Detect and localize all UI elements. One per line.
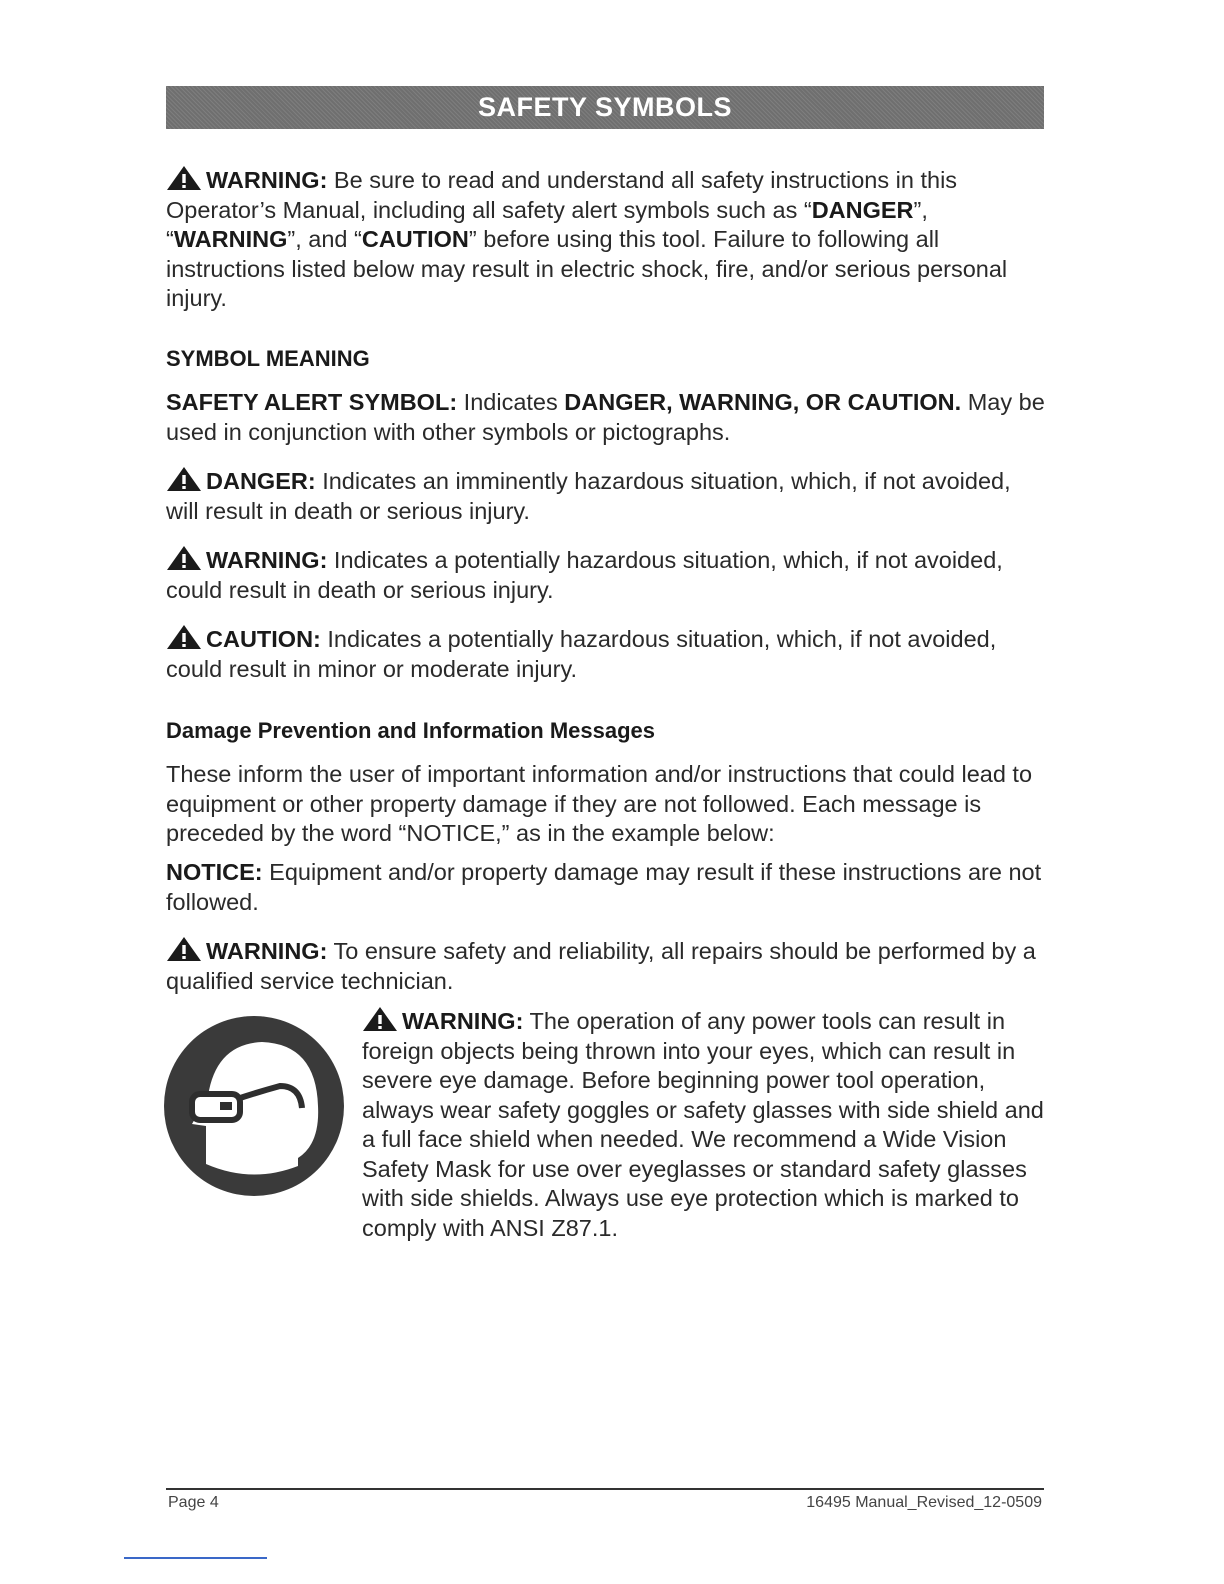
safety-alert-symbol-definition: SAFETY ALERT SYMBOL: Indicates DANGER, WARNING, OR CAUTION. May be used in conjunction with other symbols or pictographs.: [166, 389, 1045, 445]
danger-definition: DANGER: Indicates an imminently hazardous situation, which, if not avoided, will result in death or serious injury.: [166, 468, 1011, 524]
caution-definition: CAUTION: Indicates a potentially hazardous situation, which, if not avoided, could result in minor or moderate injury.: [166, 626, 997, 682]
scan-artifact-line: [124, 1557, 267, 1559]
page-title: SAFETY SYMBOLS: [477, 92, 733, 122]
damage-prevention-body: These inform the user of important information and/or instructions that could lead to equipment or other property damage if they are not followed. Each message is preceded by the word “NOTICE,” as in the example below:: [166, 761, 1033, 846]
alert-triangle-icon: [166, 545, 202, 571]
symbol-meaning-heading: SYMBOL MEANING: [166, 346, 370, 371]
section-banner: [166, 86, 1044, 129]
damage-prevention-heading: Damage Prevention and Information Messages: [166, 718, 656, 743]
eye-protection-warning: WARNING: The operation of any power tools can result in foreign objects being thrown into your eyes, which can result in severe eye damage. Before beginning power tool operation, always wear safety goggles or safety glasses with side shield and a full face shield when needed. We recommend a Wide Vision Safety Mask for use over eyeglasses or standard safety glasses with side shields. Always use eye protection which is marked to comply with ANSI Z87.1.: [362, 1008, 1044, 1241]
document-id: 16495 Manual_Revised_12-0509: [806, 1494, 1042, 1511]
alert-triangle-icon: [362, 1006, 398, 1032]
intro-warning: WARNING: Be sure to read and understand all safety instructions in this Operator’s Manual, including all safety alert symbols such as “DANGER”, “WARNING”, and “CAUTION” before using this tool. Failure to following all instructions listed below may result in electric shock, fire, and/or serious personal injury.: [166, 167, 1008, 311]
alert-triangle-icon: [166, 466, 202, 492]
alert-triangle-icon: [166, 165, 202, 191]
warning-definition: WARNING: Indicates a potentially hazardous situation, which, if not avoided, could result in death or serious injury.: [166, 547, 1003, 603]
notice-example: NOTICE: Equipment and/or property damage may result if these instructions are not followed.: [166, 859, 1042, 915]
page-number: Page 4: [168, 1494, 219, 1511]
eye-protection-icon: [162, 1014, 346, 1198]
repairs-warning: WARNING: To ensure safety and reliability, all repairs should be performed by a qualified service technician.: [166, 938, 1036, 994]
alert-triangle-icon: [166, 624, 202, 650]
footer-divider: [166, 1488, 1044, 1490]
alert-triangle-icon: [166, 936, 202, 962]
